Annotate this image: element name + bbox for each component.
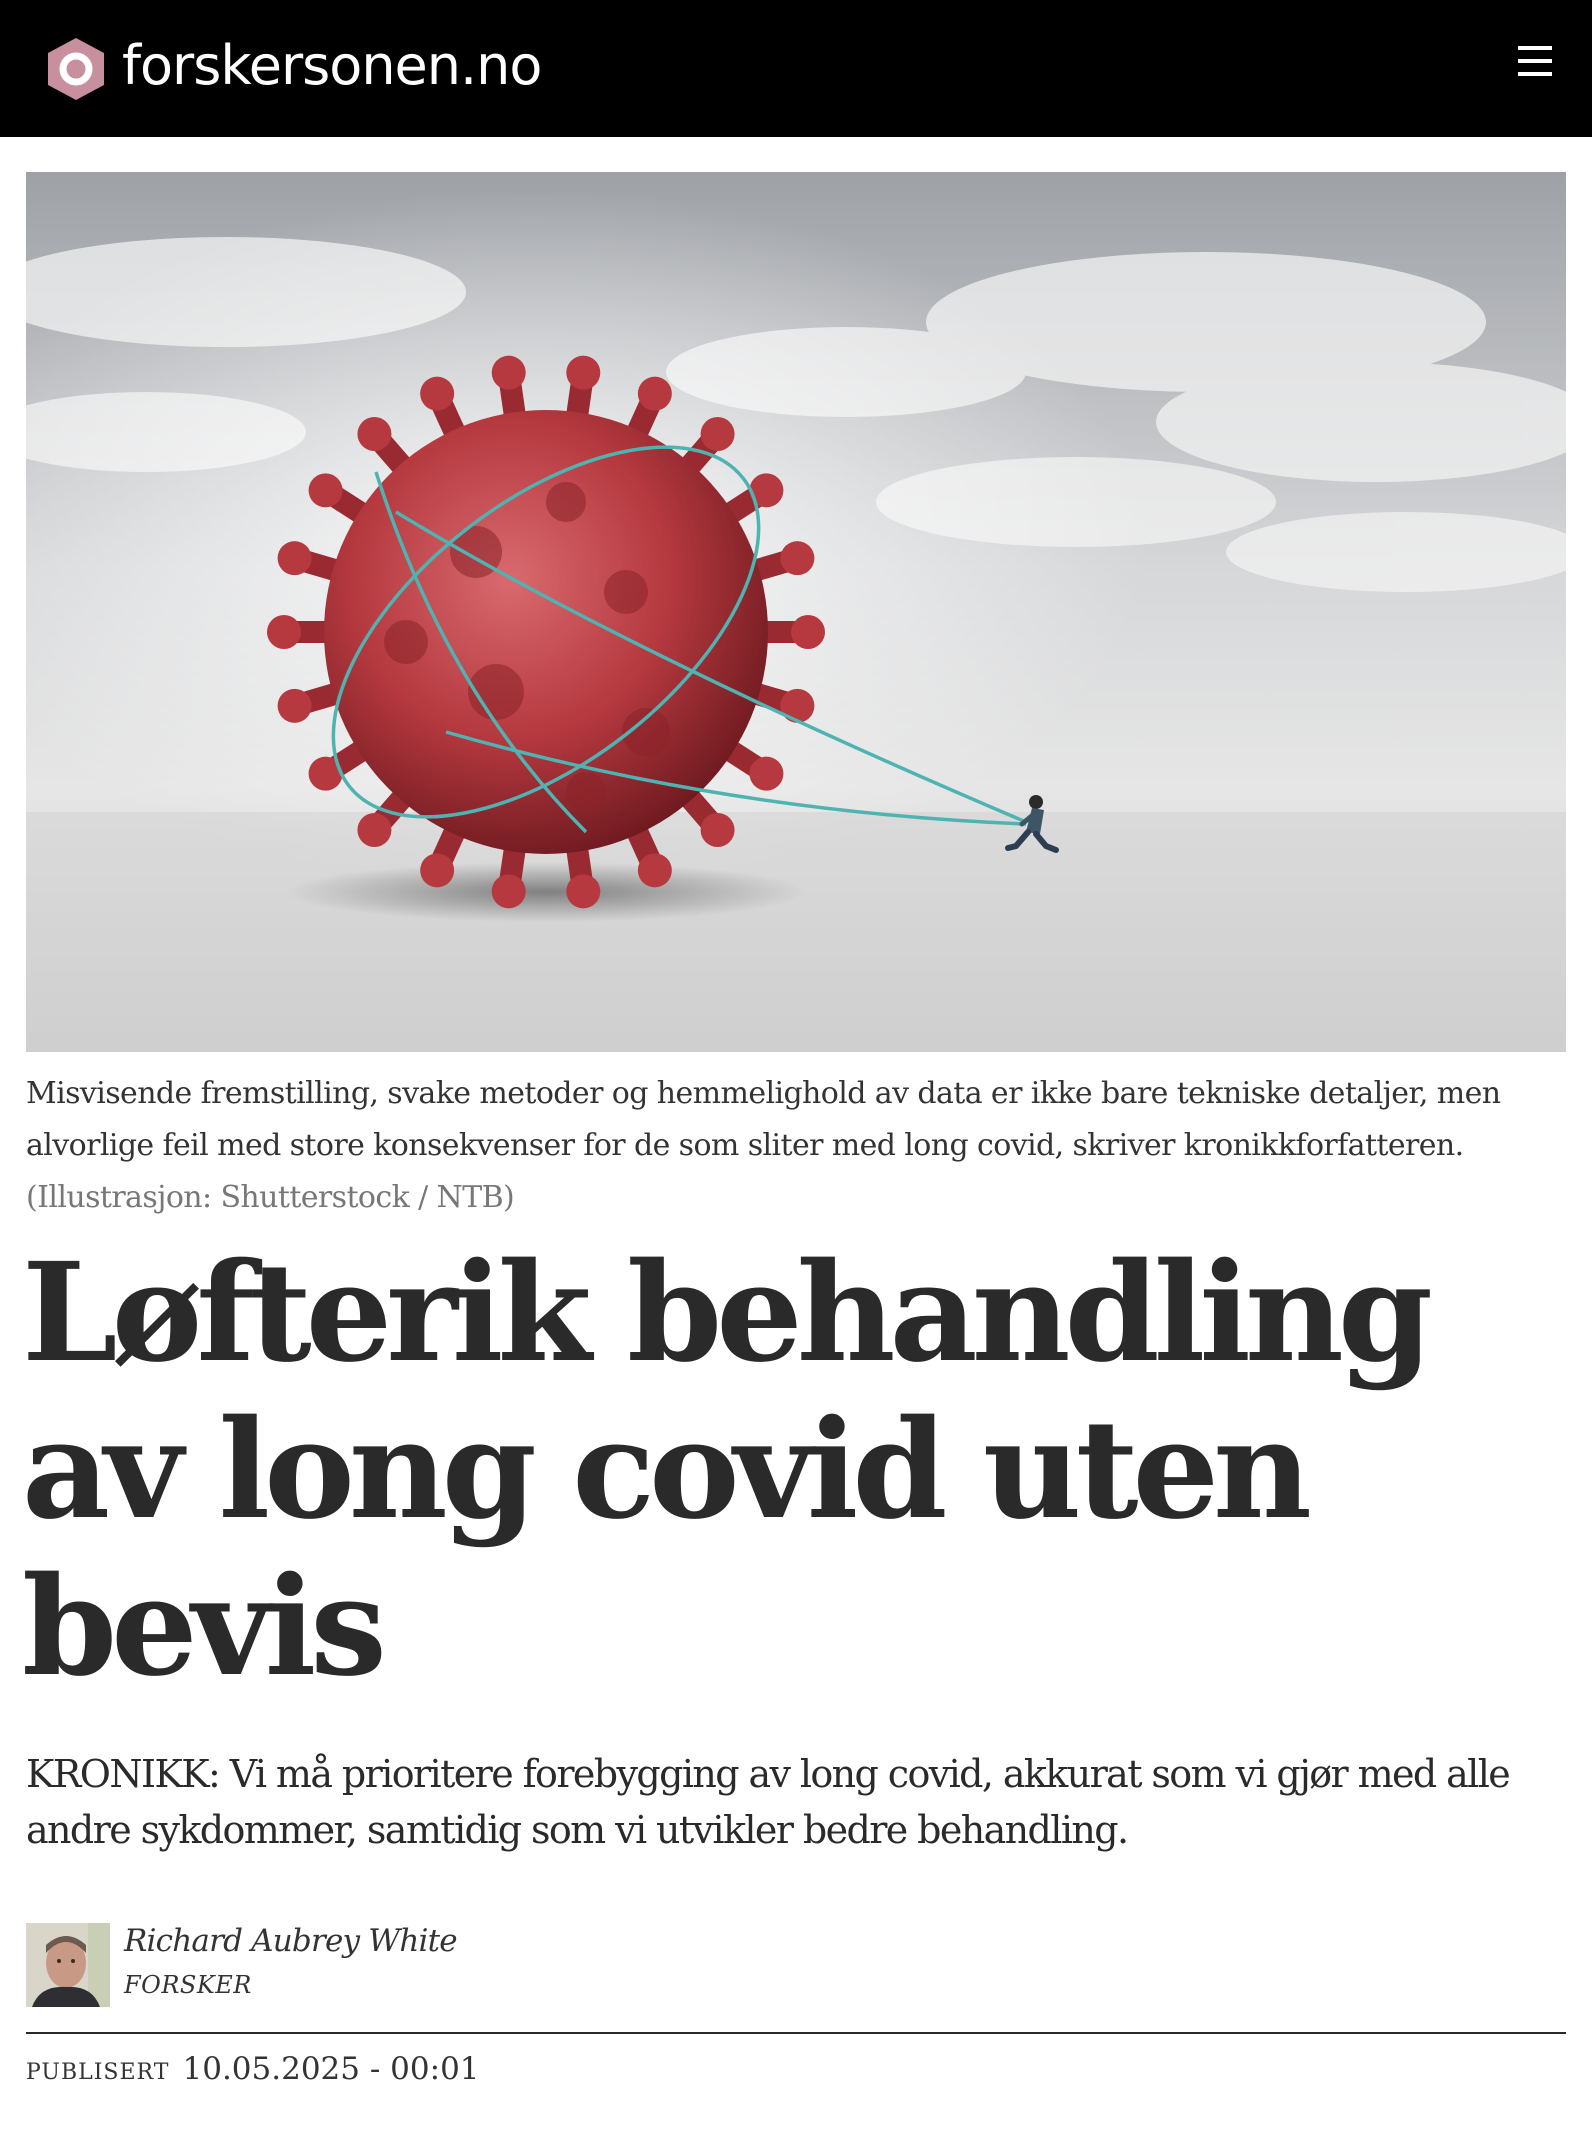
author-avatar[interactable] [26, 1923, 110, 2007]
hamburger-menu-icon[interactable] [1516, 46, 1554, 88]
image-caption [26, 1068, 1566, 1224]
site-header [0, 0, 1592, 137]
published-date: 10.05.2025 - 00:01 [182, 2051, 480, 2087]
published-info [26, 2051, 480, 2087]
caption-credit: (Illustrasjon: Shutterstock / NTB) [26, 1180, 515, 1215]
article-headline: Løfterik behandling av long covid uten bevis [22, 1233, 1427, 1707]
author-name-link[interactable]: Richard Aubrey White [124, 1923, 457, 1959]
published-label: PUBLISERT [26, 2060, 170, 2085]
article-lead: KRONIKK: Vi må prioritere forebygging av long covid, akkurat som vi gjør med alle andre sykdommer, samtidig som vi utvikler bedre behandling. [26, 1752, 1510, 1852]
byline-divider [26, 2032, 1566, 2034]
author-role: FORSKER [124, 1971, 252, 1999]
caption-text: Misvisende fremstilling, svake metoder og hemmelighold av data er ikke bare tekniske detaljer, men alvorlige feil med store konsekvenser for de som sliter med long covid, skriver kronikkforfatteren. [26, 1076, 1501, 1163]
site-logo-icon[interactable] [43, 36, 109, 102]
hero-image [26, 172, 1566, 1052]
site-name-link[interactable]: forskersonen.no [122, 34, 542, 97]
